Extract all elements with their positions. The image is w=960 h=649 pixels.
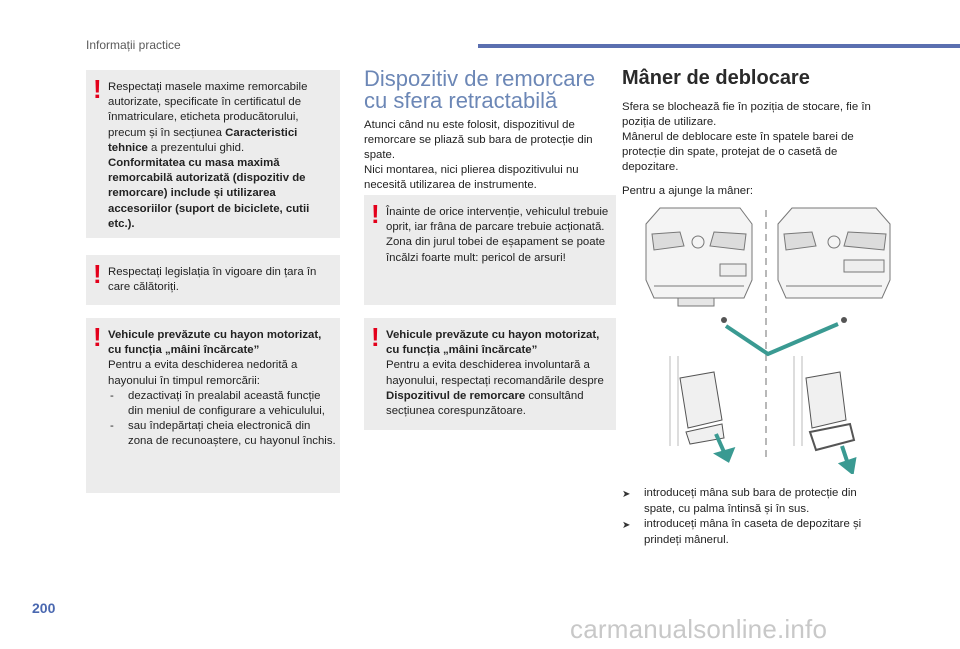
list-item: ➤ introduceți mâna în caseta de depozitare și prindeți mânerul.: [622, 518, 862, 546]
hand-right-icon: [806, 372, 854, 450]
pointer-arrow-icon: [726, 324, 838, 354]
warning-heading: Vehicule prevăzute cu hayon motorizat, cu funcția „mâini încărcate”: [386, 329, 600, 357]
car-rear-left-icon: [646, 208, 752, 306]
warning-heading: Vehicule prevăzute cu hayon motorizat, cu funcția „mâini încărcate”: [108, 329, 322, 357]
arrow-bullet-icon: ➤: [622, 489, 631, 500]
page-number: 200: [32, 600, 56, 616]
section-header: Informații practice: [86, 38, 181, 52]
warning-icon: !: [93, 322, 102, 352]
list-item: - dezactivați în prealabil această funcție din meniul de configurare a vehiculului,: [108, 389, 336, 419]
hand-left-icon: [680, 372, 724, 444]
warning-text: Respectați legislația în vigoare din țara în care călătoriți.: [108, 266, 317, 294]
list-item: ➤ introduceți mâna sub bara de protecție din spate, cu palma întinsă și în sus.: [622, 487, 857, 515]
steps: [622, 486, 890, 548]
warning-box-hayon-2: [364, 318, 616, 430]
warning-icon: !: [93, 74, 102, 104]
warning-bold-note: Conformitatea cu masa maximă remorcabilă autorizată (dispozitiv de remorcare) include și utilizarea accesoriilor (suport de biciclete, cutii etc.).: [108, 157, 310, 230]
warning-box-hayon: [86, 318, 340, 493]
header-rule: [478, 44, 960, 48]
warning-text: Respectați masele maxime remorcabile autorizate, specificate în certificatul de înmatriculare, eticheta producătorului, precum și în secțiunea Caracteristici tehnice a prezentului ghid.: [108, 81, 308, 154]
warning-box-legislation: [86, 255, 340, 305]
release-handle-illustration: [640, 206, 892, 474]
warning-icon: !: [371, 199, 380, 229]
page-title: Dispozitiv de remorcare cu sfera retractabilă: [364, 66, 596, 113]
arrow-bullet-icon: ➤: [622, 520, 631, 531]
list-item: - sau îndepărtați cheia electronică din zona de recunoaștere, cu hayonul închis.: [108, 419, 336, 449]
car-rear-right-icon: [778, 208, 890, 298]
warning-icon: !: [93, 259, 102, 289]
warning-icon: !: [371, 322, 380, 352]
watermark: carmanualsonline.info: [570, 614, 828, 644]
instruction-list: [108, 389, 336, 450]
warning-text: Zona din jurul tobei de eșapament se poate încălzi foarte mult: pericol de arsuri!: [386, 236, 606, 264]
warning-text: Pentru a evita deschiderea nedorită a hayonului în timpul remorcării:: [108, 359, 298, 387]
warning-box-masses: [86, 70, 340, 238]
warning-box-safety: [364, 195, 616, 305]
section-text: Sfera se blochează fie în poziția de stocare, fie în poziția de utilizare. Mânerul de deblocare este în spatele barei de protecție din spate, protejat de o casetă de depozitare. Pentru a ajunge la mâner:: [622, 101, 871, 197]
warning-text: Pentru a evita deschiderea involuntară a hayonului, respectați recomandările despre Dispozitivul de remorcare consultând secțiunea corespunzătoare.: [386, 359, 604, 418]
section-title: Mâner de deblocare: [622, 67, 810, 89]
intro-text: Atunci când nu este folosit, dispozitivul de remorcare se pliază sub bara de protecție din spate. Nici montarea, nici plierea dispozitivului nu necesită utilizarea de instrumente.: [364, 119, 593, 191]
arrow-down-icon: [716, 434, 854, 472]
warning-text: Înainte de orice intervenție, vehiculul trebuie oprit, iar frâna de parcare trebuie acționată.: [386, 206, 609, 234]
